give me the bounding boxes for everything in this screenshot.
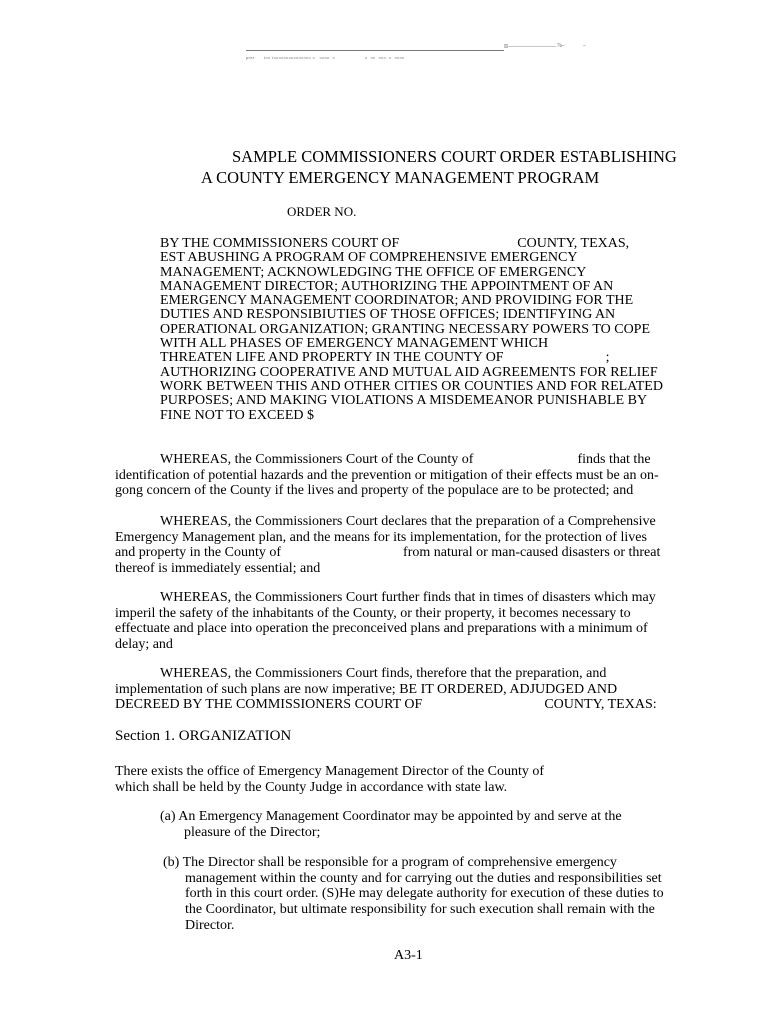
caption-line: THREATEN LIFE AND PROPERTY IN THE COUNTY OF ;: [160, 350, 610, 366]
caption-line: BY THE COMMISSIONERS COURT OF COUNTY, TEXAS,: [160, 236, 630, 251]
header-marks-far-right: ~: [583, 44, 586, 49]
caption-line: PURPOSES; AND MAKING VIOLATIONS A MISDEMEANOR PUNISHABLE BY: [160, 393, 648, 409]
section-1-item-b: (b) The Director shall be responsible for a program of comprehensive emergency management within the county and for carrying out the duties and responsibilities set forth in this court order. (S)He may delegate authority for execution of these duties to the Coordinator, but ultimate responsibility for such execution shall remain with the Director.: [163, 855, 664, 933]
section-1-heading: Section 1. ORGANIZATION: [115, 728, 292, 744]
whereas-paragraph-2: WHEREAS, the Commissioners Court declares that the preparation of a Comprehensive Emergency Management plan, and the means for its implementation, for the protection of lives and property in the County of from natural or man-caused disasters or threat thereof is immediately essential; and: [115, 514, 661, 577]
caption-line: AUTHORIZING COOPERATIVE AND MUTUAL AID AGREEMENTS FOR RELIEF: [160, 364, 658, 380]
section-1-intro: There exists the office of Emergency Management Director of the County of which shall be held by the County Judge in accordance with state law.: [115, 764, 545, 795]
caption-line: EST ABUSHING A PROGRAM OF COMPREHENSIVE EMERGENCY: [160, 250, 578, 266]
caption-line: EMERGENCY MANAGEMENT COORDINATOR; AND PROVIDING FOR THE: [160, 293, 634, 309]
whereas-paragraph-1: WHEREAS, the Commissioners Court of the County of finds that the identification of potential hazards and the prevention or mitigation of their effects must be an on- gong concern of the County if the lives and property of the populace are to be protected; and: [115, 452, 659, 499]
header-marks: II————————: [504, 44, 556, 50]
document-title-line-2: A COUNTY EMERGENCY MANAGEMENT PROGRAM: [201, 168, 600, 187]
whereas-paragraph-3: WHEREAS, the Commissioners Court further finds that in times of disasters which may imperil the safety of the inhabitants of the County, or their property, it becomes necessary to effectuate and place into operation the preconceived plans and preparations with a minimum of delay; and: [115, 590, 656, 653]
order-caption: [160, 237, 663, 423]
caption-line: WITH ALL PHASES OF EMERGENCY MANAGEMENT WHICH: [160, 336, 549, 352]
caption-line: OPERATIONAL ORGANIZATION; GRANTING NECESSARY POWERS TO COPE: [160, 321, 651, 337]
caption-line: WORK BETWEEN THIS AND OTHER CITIES OR COUNTIES AND FOR RELATED: [160, 378, 663, 394]
header-rule: [246, 50, 504, 51]
whereas-paragraph-4: WHEREAS, the Commissioners Court finds, therefore that the preparation, and implementation of such plans are now imperative; BE IT ORDERED, ADJUDGED AND DECREED BY THE COMMISSIONERS COURT OF COUNTY, TEXAS:: [115, 666, 657, 713]
page-number: A3-1: [394, 948, 423, 963]
section-1-item-a: (a) An Emergency Management Coordinator may be appointed by and serve at the pleasure of the Director;: [160, 809, 622, 840]
header-small-marks: pree ioo iooooooooooooooo o oooo o o oo ooo o oooo: [246, 55, 405, 60]
order-number-label: ORDER NO.: [287, 204, 357, 219]
caption-line: DUTIES AND RESPONSIBIUTIES OF THOSE OFFICES; IDENTIFYING AN: [160, 307, 616, 323]
document-title-line-1: SAMPLE COMMISSIONERS COURT ORDER ESTABLISHING: [232, 147, 677, 166]
header-marks-right: 7b~: [557, 44, 565, 49]
caption-line: MANAGEMENT DIRECTOR; AUTHORIZING THE APPOINTMENT OF AN: [160, 278, 614, 294]
caption-line: MANAGEMENT; ACKNOWLEDGING THE OFFICE OF EMERGENCY: [160, 264, 587, 280]
caption-line: FINE NOT TO EXCEED $: [160, 407, 314, 423]
